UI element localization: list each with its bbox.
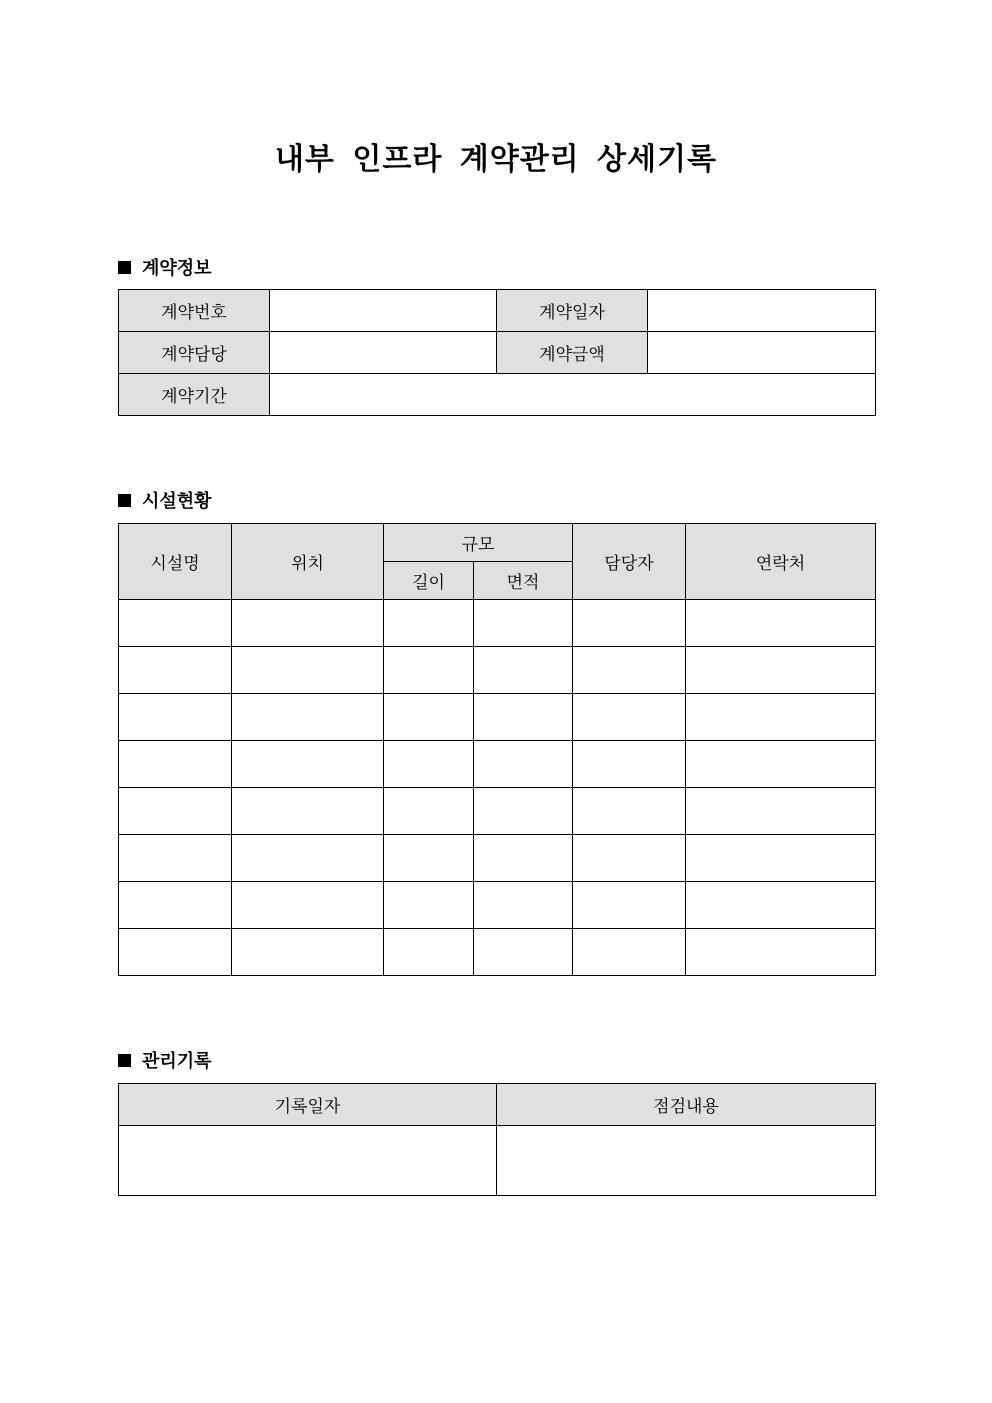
table-row <box>119 788 876 835</box>
record-table <box>118 1083 876 1196</box>
table-row <box>119 929 876 976</box>
contract-period-label: 계약기간 <box>119 374 270 416</box>
section-heading-facility <box>118 487 212 513</box>
col-header-contact: 연락처 <box>686 524 876 600</box>
facility-cell-person[interactable] <box>573 600 686 647</box>
col-header-location: 위치 <box>232 524 384 600</box>
facility-cell-area[interactable] <box>474 835 573 882</box>
facility-cell-contact[interactable] <box>686 741 876 788</box>
facility-cell-location[interactable] <box>232 835 384 882</box>
facility-cell-location[interactable] <box>232 741 384 788</box>
contract-number-field[interactable] <box>270 290 497 332</box>
contract-amount-label: 계약금액 <box>497 332 648 374</box>
contract-period-field[interactable] <box>270 374 876 416</box>
facility-cell-length[interactable] <box>384 882 474 929</box>
facility-cell-person[interactable] <box>573 788 686 835</box>
facility-cell-name[interactable] <box>119 741 232 788</box>
facility-cell-area[interactable] <box>474 929 573 976</box>
table-row <box>119 600 876 647</box>
facility-cell-person[interactable] <box>573 694 686 741</box>
facility-cell-name[interactable] <box>119 882 232 929</box>
col-header-area: 면적 <box>474 562 573 600</box>
facility-cell-contact[interactable] <box>686 788 876 835</box>
facility-cell-area[interactable] <box>474 600 573 647</box>
contract-manager-label: 계약담당 <box>119 332 270 374</box>
facility-table <box>118 523 876 976</box>
facility-cell-area[interactable] <box>474 694 573 741</box>
col-header-length: 길이 <box>384 562 474 600</box>
facility-cell-name[interactable] <box>119 788 232 835</box>
contract-info-table <box>118 289 876 416</box>
record-content-header: 점검내용 <box>497 1084 876 1126</box>
facility-cell-area[interactable] <box>474 647 573 694</box>
facility-cell-name[interactable] <box>119 835 232 882</box>
facility-cell-location[interactable] <box>232 647 384 694</box>
col-header-scale: 규모 <box>384 524 573 562</box>
facility-cell-length[interactable] <box>384 600 474 647</box>
facility-cell-person[interactable] <box>573 882 686 929</box>
page-title: 내부 인프라 계약관리 상세기록 <box>274 142 718 177</box>
facility-cell-person[interactable] <box>573 741 686 788</box>
table-row <box>119 882 876 929</box>
section-heading-contract-label: 계약정보 <box>142 258 212 279</box>
facility-cell-contact[interactable] <box>686 835 876 882</box>
facility-cell-area[interactable] <box>474 882 573 929</box>
facility-cell-location[interactable] <box>232 882 384 929</box>
facility-cell-area[interactable] <box>474 741 573 788</box>
facility-cell-location[interactable] <box>232 694 384 741</box>
facility-cell-length[interactable] <box>384 788 474 835</box>
record-date-field[interactable] <box>119 1126 497 1196</box>
square-bullet-icon <box>118 1054 131 1067</box>
section-heading-contract <box>118 254 212 280</box>
table-row <box>119 694 876 741</box>
record-content-field[interactable] <box>497 1126 876 1196</box>
facility-cell-contact[interactable] <box>686 600 876 647</box>
facility-cell-contact[interactable] <box>686 647 876 694</box>
facility-cell-area[interactable] <box>474 788 573 835</box>
section-heading-facility-label: 시설현황 <box>142 491 212 512</box>
facility-cell-contact[interactable] <box>686 882 876 929</box>
table-row <box>119 741 876 788</box>
table-row <box>119 835 876 882</box>
table-row <box>119 647 876 694</box>
square-bullet-icon <box>118 261 131 274</box>
contract-number-label: 계약번호 <box>119 290 270 332</box>
facility-cell-length[interactable] <box>384 741 474 788</box>
facility-cell-name[interactable] <box>119 600 232 647</box>
facility-cell-location[interactable] <box>232 929 384 976</box>
facility-cell-length[interactable] <box>384 835 474 882</box>
section-heading-record <box>118 1047 212 1073</box>
facility-cell-length[interactable] <box>384 694 474 741</box>
contract-amount-field[interactable] <box>648 332 876 374</box>
square-bullet-icon <box>118 494 131 507</box>
section-heading-record-label: 관리기록 <box>142 1051 212 1072</box>
facility-cell-length[interactable] <box>384 929 474 976</box>
facility-cell-person[interactable] <box>573 835 686 882</box>
facility-cell-location[interactable] <box>232 788 384 835</box>
record-date-header: 기록일자 <box>119 1084 497 1126</box>
contract-date-label: 계약일자 <box>497 290 648 332</box>
facility-cell-person[interactable] <box>573 929 686 976</box>
facility-cell-length[interactable] <box>384 647 474 694</box>
facility-cell-name[interactable] <box>119 647 232 694</box>
col-header-name: 시설명 <box>119 524 232 600</box>
contract-manager-field[interactable] <box>270 332 497 374</box>
facility-cell-contact[interactable] <box>686 929 876 976</box>
facility-cell-person[interactable] <box>573 647 686 694</box>
facility-cell-name[interactable] <box>119 929 232 976</box>
facility-cell-contact[interactable] <box>686 694 876 741</box>
col-header-person: 담당자 <box>573 524 686 600</box>
contract-date-field[interactable] <box>648 290 876 332</box>
facility-cell-location[interactable] <box>232 600 384 647</box>
facility-cell-name[interactable] <box>119 694 232 741</box>
